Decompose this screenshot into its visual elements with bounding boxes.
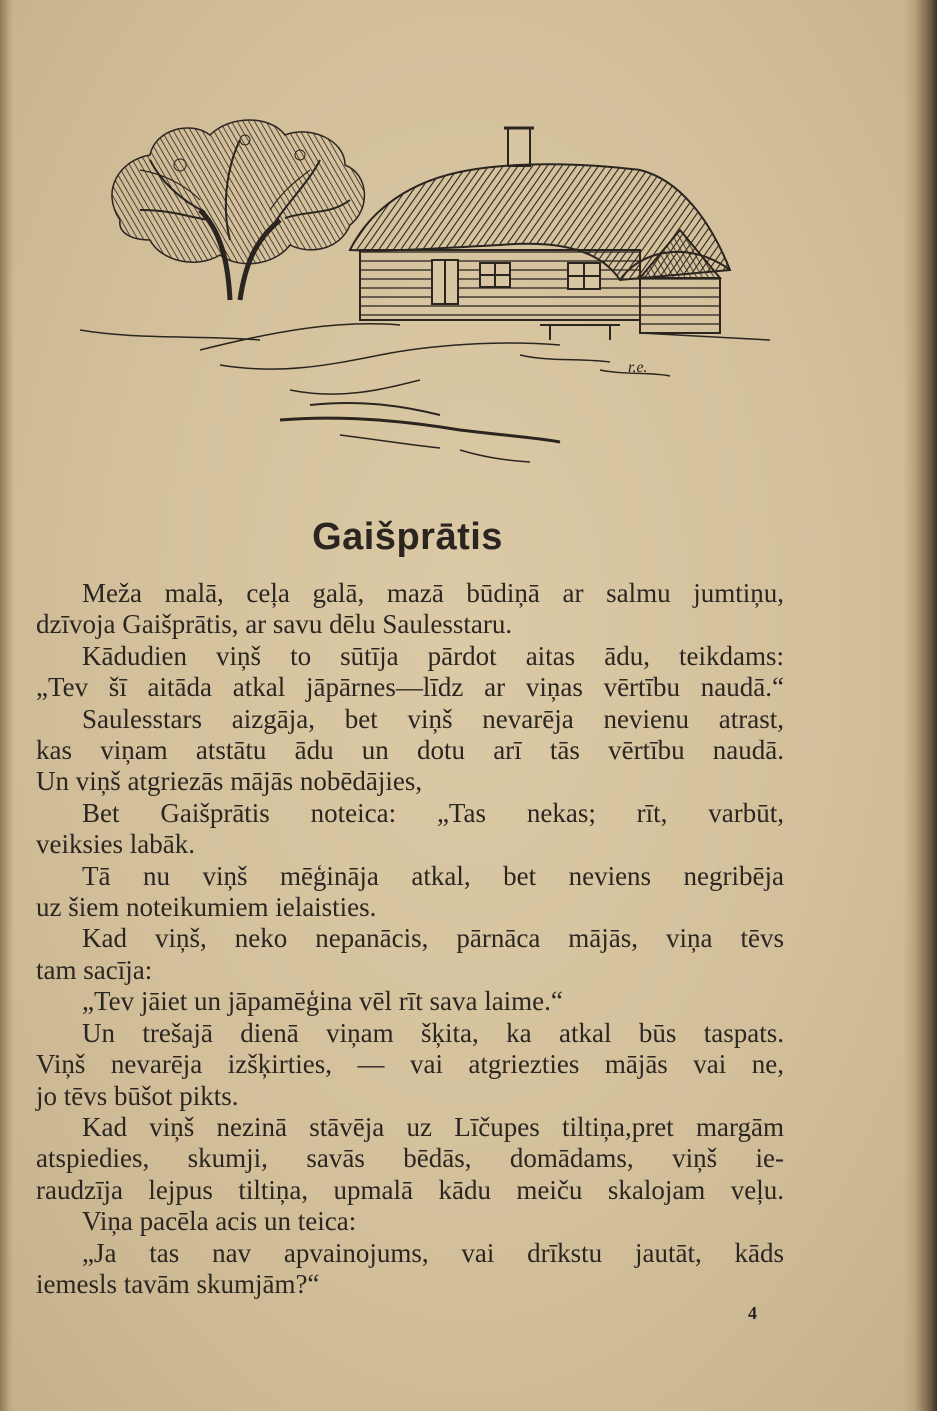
text-line: Tā nu viņš mēģināja atkal, bet neviens negribēja [82,860,784,891]
text-line: iemesls tavām skumjām?“ [36,1268,320,1299]
story-title: Gaišprātis [312,516,503,558]
text-line: Un trešajā dienā viņam šķita, ka atkal būs taspats. [82,1017,784,1048]
text-line: „Tev šī aitāda atkal jāpārnes—līdz ar viņas vērtību naudā.“ [36,672,784,703]
text-line: Saulesstars aizgāja, bet viņš nevarēja nevienu atrast, [82,703,784,734]
text-line: raudzīja lejpus tiltiņa, upmalā kādu meiču skalojam veļu. [36,1174,784,1205]
text-line: Kad viņš nezinā stāvēja uz Līčupes tiltiņa,pret margām [82,1111,784,1142]
story-text [36,578,784,1300]
text-line: tam sacīja: [36,954,153,985]
text-line: dzīvoja Gaišprātis, ar savu dēlu Saulesstaru. [36,609,513,640]
cottage-illustration [80,100,780,480]
text-line: kas viņam atstātu ādu un dotu arī tās vērtību naudā. [36,735,784,766]
trees [112,120,364,300]
page-right-edge [903,0,937,1411]
text-line: „Tev jāiet un jāpamēģina vēl rīt sava laime.“ [82,986,563,1017]
text-line: Kādudien viņš to sūtīja pārdot aitas ādu, teikdams: [82,640,784,671]
text-line: Viņš nevarēja izšķirties, — vai atgriezties mājās vai ne, [36,1049,784,1080]
text-line: Meža malā, ceļa galā, mazā būdiņā ar salmu jumtiņu, [82,578,784,608]
text-line: Un viņš atgriezās mājās nobēdājies, [36,766,423,797]
text-line: uz šiem noteikumiem ielaisties. [36,892,377,923]
cottage [350,128,770,340]
page-left-edge [0,0,14,1411]
illustration-signature: r.e. [628,359,648,376]
ground [80,324,670,462]
text-line: jo tēvs būšot pikts. [36,1080,239,1111]
text-line: „Ja tas nav apvainojums, vai drīkstu jautāt, kāds [82,1237,784,1268]
text-line: veiksies labāk. [36,829,195,860]
page-number: 4 [748,1303,757,1323]
text-line: Kad viņš, neko nepanācis, pārnāca mājās, viņa tēvs [82,923,784,954]
text-line: Viņa pacēla acis un teica: [82,1206,357,1237]
text-line: atspiedies, skumji, savās bēdās, domādams, viņš ie- [36,1143,784,1174]
text-line: Bet Gaišprātis noteica: „Tas nekas; rīt, varbūt, [82,797,784,828]
